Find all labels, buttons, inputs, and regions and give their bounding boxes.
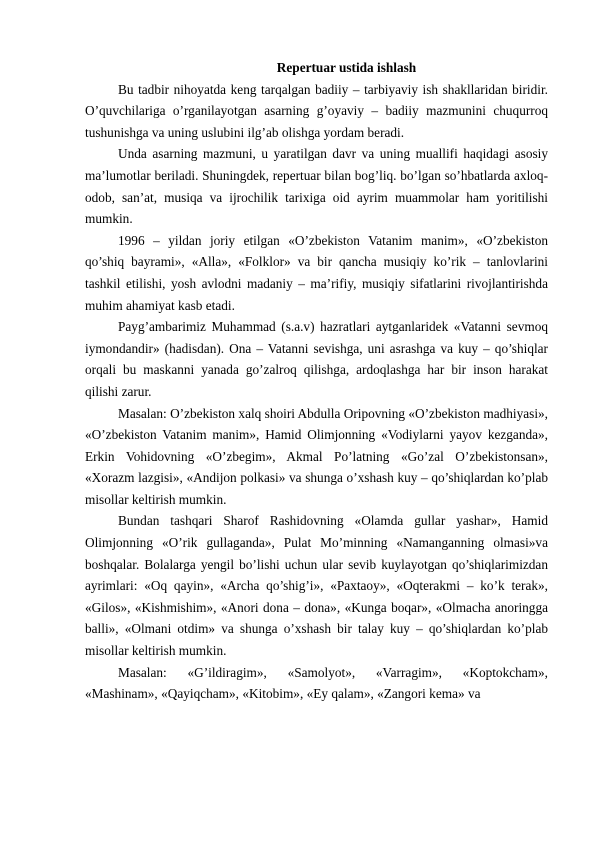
- document-title: Repertuar ustida ishlash: [276, 60, 417, 75]
- paragraph: Bu tadbir nihoyatda keng tarqalgan badiiy – tarbiyaviy ish shakllaridan biridir. O’quvchilariga o’rganilayotgan asarning g’oyaviy – badiiy mazmunini chuqurroq tushunishga va uning uslubini ilg’ab olishga yordam beradi.: [85, 81, 548, 140]
- paragraph: Masalan: O’zbekiston xalq shoiri Abdulla Oripovning «O’zbekiston madhiyasi», «O’zbekiston Vatanim manim», Hamid Olimjonning «Vodiylarni yayov kezganda», Erkin Vohidovning «O’zbegim», Akmal Po’latning «Go’zal O’zbekistonsan», «Xorazm lazgisi», «Andijon polkasi» va shunga o’xshash kuy – qo’shiqlardan ko’plab misollar keltirish mumkin.: [85, 405, 548, 507]
- paragraph: 1996 – yildan joriy etilgan «O’zbekiston Vatanim manim», «O’zbekiston qo’shiq bayrami», «Alla», «Folklor» va bir qancha musiqiy ko’rik – tanlovlarini tashkil etilishi, yosh avlodni madaniy – ma’rifiy, musiqiy sifatlarini rivojlantirishda muhim ahamiyat kasb etadi.: [85, 232, 548, 313]
- paragraph: Masalan: «G’ildiragim», «Samolyot», «Varragim», «Koptokcham», «Mashinam», «Qayiqcham», «Kitobim», «Ey qalam», «Zangori kema» va: [85, 664, 548, 702]
- paragraph: Payg’ambarimiz Muhammad (s.a.v) hazratlari aytganlaridek «Vatanni sevmoq iymondandir» (hadisdan). Ona – Vatanni sevishga, uni asrashga va kuy – qo’shiqlar orqali bu maskanni yanada go’zalroq qilishga, ardoqlashga har bir inson harakat qilishi zarur.: [85, 319, 548, 399]
- paragraph: Bundan tashqari Sharof Rashidovning «Olamda gullar yashar», Hamid Olimjonning «O’rik gullaganda», Pulat Mo’minning «Namanganning olmasi»va boshqalar. Bolalarga yengil bo’lishi uchun ular sevib kuylayotgan qo’shiqlarimizdan ayrimlari: «Oq qayin», «Archa qo’shig’i», «Paxtaoy», «Oqterakmi – ko’k terak», «Gilos», «Kishmishim», «Anori dona – dona», «Kunga boqar», «Olmacha anoringga balli», «Olmani otdim» va shunga o’xshash bir talay kuy – qo’shiqlardan ko’plab misollar keltirish mumkin.: [85, 513, 548, 659]
- paragraph: Unda asarning mazmuni, u yaratilgan davr va uning muallifi haqidagi asosiy ma’lumotlar beriladi. Shuningdek, repertuar bilan bog’liq. bo’lgan so’hbatlarda axloq-odob, san’at, musiqa va ijrochilik tarixiga oid ayrim muammolar ham yoritilishi mumkin.: [85, 146, 548, 227]
- document-page: [85, 57, 548, 705]
